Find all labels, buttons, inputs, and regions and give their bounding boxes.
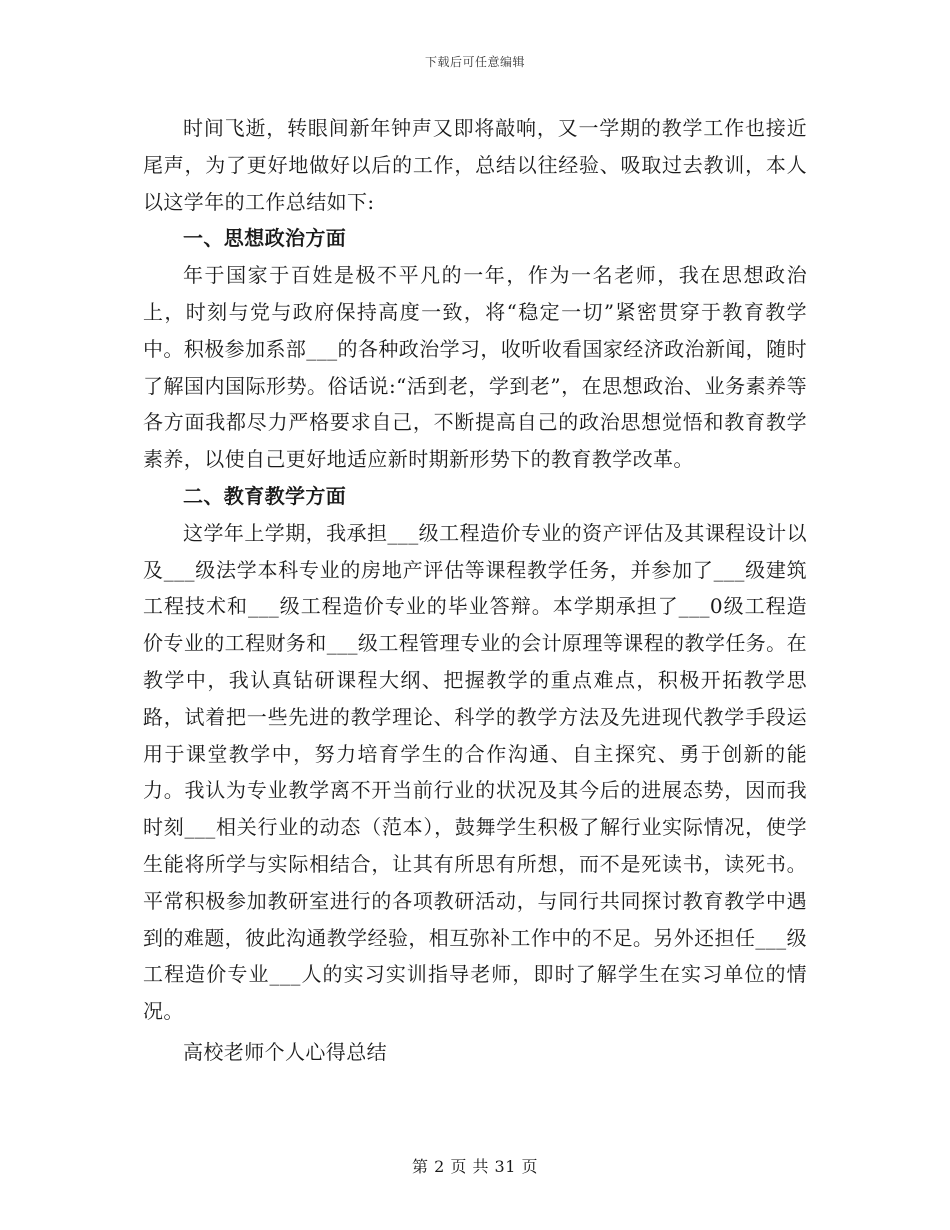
header-note: 下载后可任意编辑 (424, 55, 525, 69)
section-heading-politics: 一、思想政治方面 (183, 226, 347, 251)
page-number: 第 2 页 共 31 页 (412, 1157, 538, 1176)
section-heading-teaching: 二、教育教学方面 (183, 483, 347, 508)
document-body (143, 110, 807, 1071)
intro-paragraph: 时间飞逝，转眼间新年钟声又即将敲响，又一学期的教学工作也接近尾声，为了更好地做好以后的工作，总结以往经验、吸取过去教训，本人以这学年的工作总结如下: (143, 116, 807, 214)
politics-paragraph: 年于国家于百姓是极不平凡的一年，作为一名老师，我在思想政治上，时刻与党与政府保持高度一致，将“稳定一切”紧密贯穿于教育教学中。积极参加系部___的各种政治学习，收听收看国家经济政治新闻，随时了解国内国际形势。俗话说:“活到老，学到老”，在思想政治、业务素养等各方面我都尽力严格要求自己，不断提高自己的政治思想觉悟和教育教学素养，以使自己更好地适应新时期新形势下的教育教学改革。 (143, 263, 807, 472)
section-heading-summary: 高校老师个人心得总结 (183, 1039, 387, 1064)
teaching-paragraph: 这学年上学期，我承担___级工程造价专业的资产评估及其课程设计以及___级法学本科专业的房地产评估等课程教学任务，并参加了___级建筑工程技术和___级工程造价专业的毕业答辩。本学期承担了___0级工程造价专业的工程财务和___级工程管理专业的会计原理等课程的教学任务。在教学中，我认真钻研课程大纲、把握教学的重点难点，积极开拓教学思路，试着把一些先进的教学理论、科学的教学方法及先进现代教学手段运用于课堂教学中，努力培育学生的合作沟通、自主探究、勇于创新的能力。我认为专业教学离不开当前行业的状况及其今后的进展态势，因而我时刻___相关行业的动态（范本），鼓舞学生积极了解行业实际情况，使学生能将所学与实际相结合，让其有所思有所想，而不是死读书，读死书。平常积极参加教研室进行的各项教研活动，与同行共同探讨教育教学中遇到的难题，彼此沟通教学经验，相互弥补工作中的不足。另外还担任___级工程造价专业___人的实习实训指导老师，即时了解学生在实习单位的情况。 (143, 520, 807, 1024)
